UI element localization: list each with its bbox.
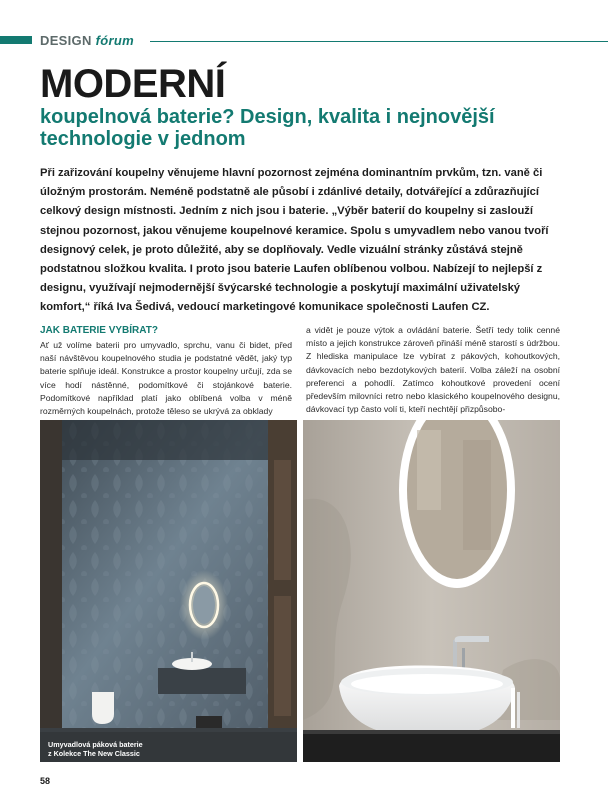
article-subtitle: koupelnová baterie? Design, kvalita i nejnovější technologie v jednom: [40, 106, 495, 150]
header-rule: [150, 41, 608, 42]
article-title: MODERNÍ: [40, 62, 226, 106]
section-heading: JAK BATERIE VYBÍRAT?: [40, 325, 158, 336]
body-column-right: [306, 324, 560, 416]
body-text-left: Ať už volíme baterii pro umyvadlo, sprchu, vanu či bidet, před naší návštěvou koupelnového studia je podstatné vědět, jaký typ baterie splňuje ideál. Konstrukce a prostor koupelny určují, zda se více hodí nástěnné, podomítkové či stojánkové baterie. Podomítkové například platí jako oblíbená volba v méně rozměrných koupelnách, protože těleso se ukrývá za obklady: [40, 340, 292, 417]
bathroom-photo-left: [40, 420, 297, 762]
caption-line-2: z Kolekce The New Classic: [48, 749, 140, 758]
section-label-design: DESIGN: [40, 33, 92, 48]
article-lead: Při zařizování koupelny věnujeme hlavní pozornost zejména dominantním prvkům, tzn. vaně či úložným prostorám. Neméně podstatně ale působí i zdánlivé detaily, dotvářející a zdůrazňující celkový design místnosti. Jedním z nich jsou i baterie. „Výběr baterií do koupelny si zaslouží stejnou pozornost, jakou věnujeme koupelnové keramice. Spolu s umyvadlem nebo vanou tvoří designový celek, je proto důležité, aby se doplňovaly. Vedle vizuální stránky zůstává stejně podstatnou složkou kvalita. I proto jsou baterie Laufen oblíbenou volbou. Nabízejí to nejlepší z designu, využívají nejmodernější švýcarské technologie a poskytují maximální uživatelský komfort,“ říká Iva Šedivá, vedoucí marketingové komunikace společnosti Laufen CZ.: [40, 167, 549, 314]
caption-line-1: Umyvadlová páková baterie: [48, 740, 143, 749]
basin-photo-right: [303, 420, 560, 762]
section-label-forum: fórum: [95, 33, 134, 48]
header-accent-bar: [0, 36, 32, 44]
body-column-left: [40, 324, 292, 418]
bathroom-interior-image: [40, 420, 297, 762]
basin-with-faucet-image: [303, 420, 560, 762]
photo-caption: [48, 740, 143, 758]
section-label: [40, 33, 134, 48]
page-number: 58: [40, 776, 51, 786]
body-text-right: a vidět je pouze výtok a ovládání baterie. Šetří tedy tolik cenné místo a jejich konstrukce zároveň přináší méně starostí s údržbou. Z hlediska manipulace lze vybírat z pákových, kohoutkových, dávkovacích nebo bezdotykových baterií. Volba záleží na osobní preferenci a pohodlí. Zatímco kohoutkové provedení ocení především milovníci retro nebo klasického koupelnového designu, dávkovací typ často volí ti, kteří nechtějí přizpůsobo-: [306, 325, 560, 415]
